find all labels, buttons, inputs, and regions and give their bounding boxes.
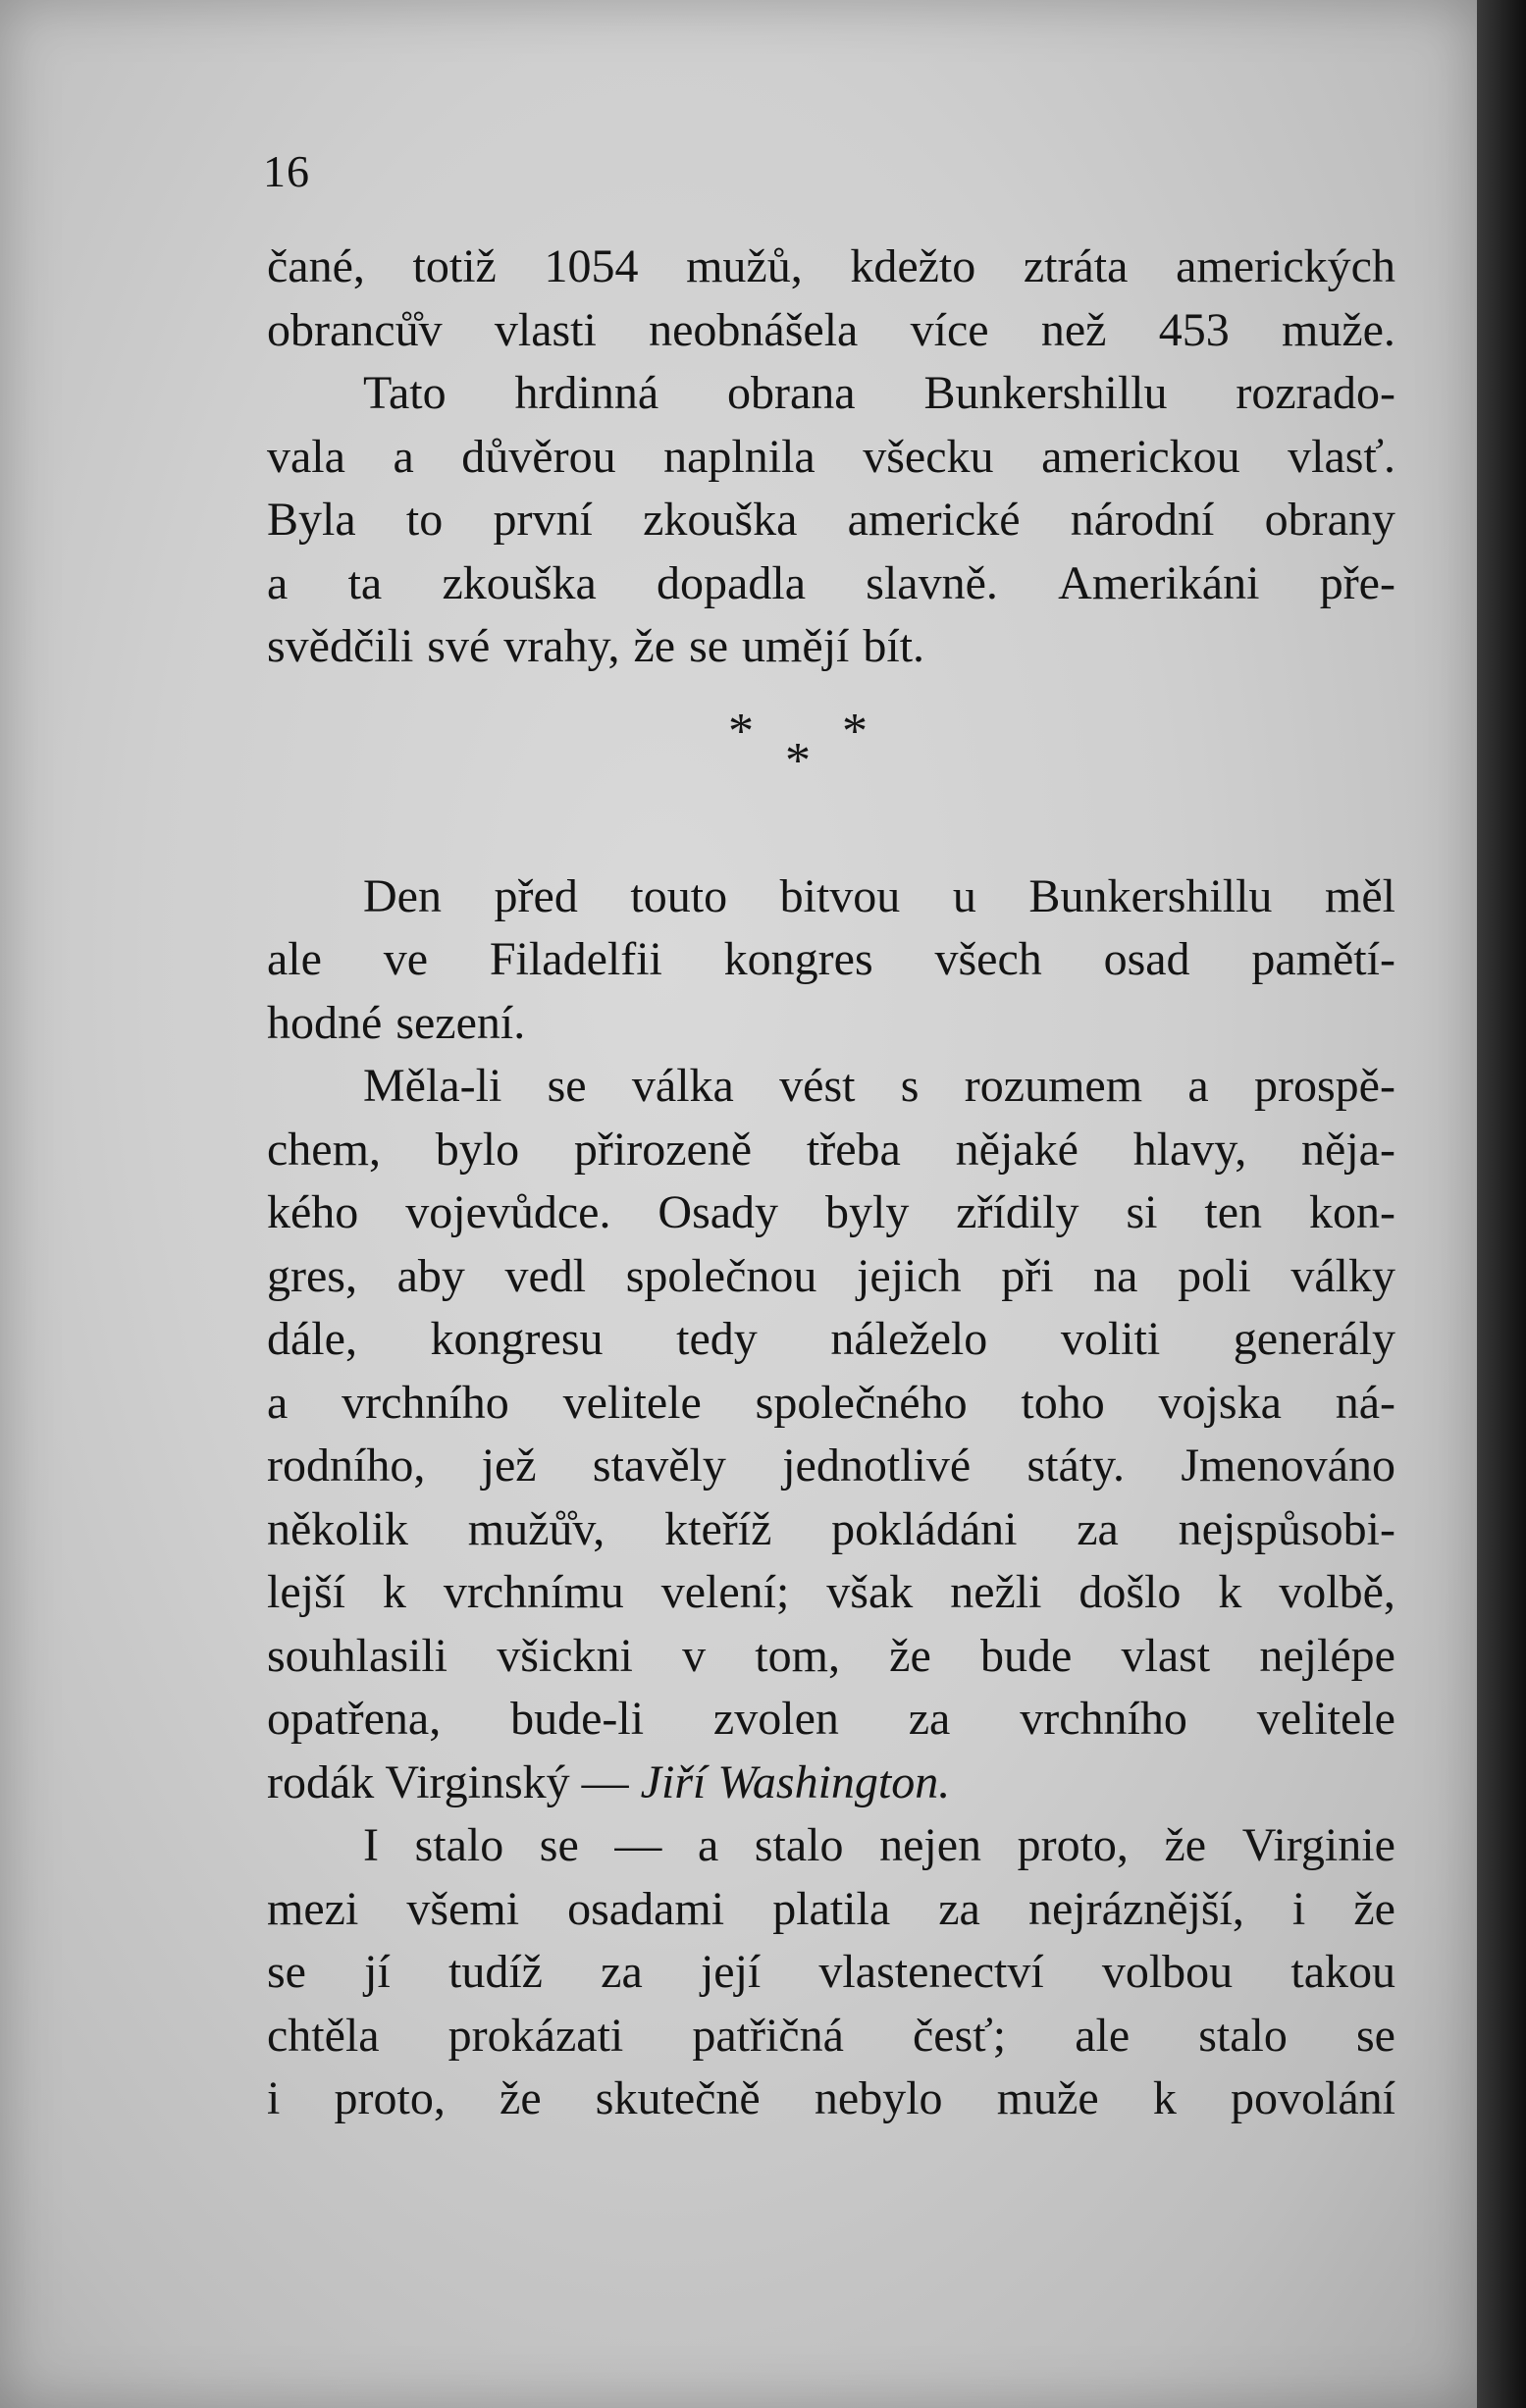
word: naplnila [663, 430, 816, 483]
word: rodního, [267, 1440, 426, 1492]
word: hodné [267, 996, 383, 1049]
word: něja- [1301, 1123, 1395, 1176]
word: aby [396, 1249, 465, 1302]
word: zvolen [712, 1693, 839, 1745]
word: sezení. [395, 996, 526, 1049]
word: stalo [1198, 2009, 1288, 2062]
word: že [1164, 1819, 1207, 1871]
asterisk: * [785, 732, 811, 789]
word: nejráznější, [1027, 1882, 1244, 1935]
word: ale [1075, 2009, 1131, 2062]
word: se [267, 1946, 306, 1998]
text-line [267, 2005, 1395, 2068]
word: za [601, 1946, 643, 1998]
word: I [363, 1819, 379, 1871]
word: války [1290, 1249, 1395, 1302]
word: za [1077, 1502, 1119, 1555]
word: takou [1290, 1946, 1395, 1998]
text-line [267, 236, 1395, 299]
word: vést [779, 1060, 856, 1112]
word: patřičná [692, 2009, 844, 2062]
word: i [1291, 1882, 1306, 1935]
word: při [1001, 1249, 1054, 1302]
word: povolání [1231, 2072, 1395, 2124]
word: pamětí- [1251, 933, 1395, 985]
word: tedy [676, 1313, 758, 1365]
word: se [1355, 2009, 1395, 2062]
word: vlast [1121, 1629, 1211, 1682]
word: zřídily [956, 1186, 1079, 1238]
word: několik [267, 1502, 408, 1555]
word: muže. [1281, 303, 1395, 356]
word: se [539, 1819, 579, 1871]
word: všecku [863, 430, 994, 483]
name-washington: Jiří Washington. [640, 1755, 951, 1808]
word: vrchnímu [443, 1566, 624, 1618]
word: souhlasili [267, 1629, 448, 1682]
word: všemi [406, 1882, 520, 1935]
word: ná- [1335, 1376, 1395, 1429]
word: válka [631, 1060, 734, 1112]
word: vala [267, 430, 345, 483]
word: slavně. [866, 556, 998, 609]
word: bylo [435, 1123, 520, 1176]
word: kongres [723, 933, 873, 985]
word: ve [383, 933, 429, 985]
word: toho [1021, 1376, 1105, 1429]
body-text [267, 236, 1395, 2131]
text-line [267, 1814, 1395, 1878]
word: americké [847, 494, 1021, 546]
word: vlastenectví [818, 1946, 1044, 1998]
word: touto [630, 869, 728, 922]
text-line [267, 362, 1395, 426]
word: skutečně [595, 2072, 761, 2124]
word: obrana [727, 367, 856, 419]
word: ta [347, 556, 383, 609]
word: bude [979, 1629, 1073, 1682]
word: ten [1204, 1186, 1263, 1238]
word: volbě, [1279, 1566, 1395, 1618]
word: tudíž [448, 1946, 543, 1998]
word: důvěrou [461, 430, 616, 483]
word: jež [481, 1440, 537, 1492]
word: vedl [504, 1249, 587, 1302]
word: proto, [334, 2072, 446, 2124]
text-line [267, 2068, 1395, 2131]
word: neobnášela [649, 303, 859, 356]
word: rozrado- [1236, 367, 1395, 419]
text-line [267, 1181, 1395, 1245]
word: nebylo [814, 2072, 943, 2124]
word: bude-li [510, 1693, 645, 1745]
word: totiž [412, 240, 497, 292]
word: se [689, 620, 729, 672]
word: první [493, 494, 593, 546]
word: před [494, 869, 578, 922]
word: — [614, 1819, 662, 1871]
word: kteříž [664, 1502, 772, 1555]
word: na [1093, 1249, 1138, 1302]
text-line [267, 1372, 1395, 1436]
word: všech [934, 933, 1042, 985]
word: kongresu [430, 1313, 604, 1365]
word: lejší [267, 1566, 345, 1618]
text-line [267, 1308, 1395, 1372]
word: kon- [1308, 1186, 1395, 1238]
text-line [267, 1055, 1395, 1119]
book-spine [1477, 0, 1526, 2408]
word: náleželo [830, 1313, 988, 1365]
word: Bunkershillu [923, 367, 1168, 419]
word: vlasť. [1288, 430, 1395, 483]
text-run: rodák Virginský — [267, 1755, 641, 1808]
word: pokládáni [831, 1502, 1018, 1555]
text-line [267, 299, 1395, 363]
word: a [1187, 1060, 1209, 1112]
word: než [1040, 303, 1107, 356]
word: společného [755, 1376, 968, 1429]
word: vojska [1158, 1376, 1282, 1429]
word: a [393, 430, 414, 483]
text-line [267, 1688, 1395, 1752]
word: národní [1070, 494, 1215, 546]
word: že [633, 620, 676, 672]
word: kdežto [850, 240, 976, 292]
word: chem, [267, 1123, 381, 1176]
word: mužů̊v, [467, 1502, 605, 1555]
word: se [547, 1060, 587, 1112]
word: hlavy, [1132, 1123, 1247, 1176]
text-line [267, 426, 1395, 490]
word: že [1353, 1882, 1395, 1935]
word: stavěly [592, 1440, 726, 1492]
word: amerických [1176, 240, 1395, 292]
word: její [700, 1946, 762, 1998]
word: ztráta [1023, 240, 1129, 292]
word: volbou [1101, 1946, 1234, 1998]
word: Jmenováno [1181, 1440, 1395, 1492]
paragraph-4 [267, 1055, 1395, 1752]
word: Byla [267, 494, 356, 546]
word: za [938, 1882, 980, 1935]
word: přirozeně [573, 1123, 753, 1176]
text-line [267, 1625, 1395, 1689]
text-line [267, 865, 1395, 929]
word: stalo [414, 1819, 504, 1871]
word: s [900, 1060, 920, 1112]
word: proto, [1017, 1819, 1129, 1871]
word: u [952, 869, 976, 922]
word: to [405, 494, 444, 546]
text-line [267, 552, 1395, 616]
word: bít. [863, 620, 925, 672]
text-line [267, 489, 1395, 552]
word: ale [267, 933, 322, 985]
word: nejen [879, 1819, 982, 1871]
word: mužů, [686, 240, 803, 292]
word: mezi [267, 1882, 359, 1935]
text-line [267, 1435, 1395, 1498]
word: 1054 [544, 240, 639, 292]
word: za [908, 1693, 951, 1745]
word: jejich [856, 1249, 962, 1302]
text-line [267, 1878, 1395, 1942]
word: že [500, 2072, 542, 2124]
word: měl [1324, 869, 1395, 922]
word: Tato [363, 367, 447, 419]
word: poli [1178, 1249, 1251, 1302]
word: umějí [742, 620, 850, 672]
word: pře- [1319, 556, 1395, 609]
word: došlo [1079, 1566, 1182, 1618]
word: velitele [562, 1376, 702, 1429]
text-line [267, 1941, 1395, 2005]
word: a [697, 1819, 719, 1871]
word: vlasti [494, 303, 597, 356]
word: voliti [1060, 1313, 1161, 1365]
word: prospě- [1254, 1060, 1395, 1112]
word: nežli [950, 1566, 1042, 1618]
word: tom, [755, 1629, 840, 1682]
word: Měla-li [363, 1060, 502, 1112]
word: velitele [1256, 1693, 1395, 1745]
word: k [1218, 1566, 1242, 1618]
word: státy. [1026, 1440, 1125, 1492]
text-line [267, 1245, 1395, 1309]
word: platila [772, 1882, 891, 1935]
text-line [267, 992, 1395, 1056]
word: a [267, 1376, 289, 1429]
word: Amerikáni [1058, 556, 1260, 609]
word: že [889, 1629, 931, 1682]
word: obranců̊v [267, 303, 443, 356]
word: vojevůdce. [405, 1186, 611, 1238]
word: k [382, 1566, 406, 1618]
text-line [267, 1498, 1395, 1562]
paragraph-1 [267, 236, 1395, 362]
word: muže [996, 2072, 1099, 2124]
text-line [267, 615, 1395, 679]
text-line [267, 1752, 1395, 1815]
word: své [427, 620, 491, 672]
word: obrany [1264, 494, 1395, 546]
word: gres, [267, 1249, 357, 1302]
word: Filadelfii [489, 933, 662, 985]
paragraph-2 [267, 362, 1395, 679]
word: 453 [1158, 303, 1230, 356]
word: si [1126, 1186, 1158, 1238]
word: jednotlivé [782, 1440, 972, 1492]
word: bitvou [779, 869, 901, 922]
text-line [267, 928, 1395, 992]
word: zkouška [442, 556, 597, 609]
word: americkou [1041, 430, 1240, 483]
word: kého [267, 1186, 359, 1238]
word: osad [1103, 933, 1190, 985]
word: chtěla [267, 2009, 380, 2062]
word: prokázati [447, 2009, 624, 2062]
word: a [267, 556, 289, 609]
word: opatřena, [267, 1693, 442, 1745]
text-line [267, 1119, 1395, 1182]
word: k [1152, 2072, 1177, 2124]
word: vrchního [342, 1376, 509, 1429]
section-separator [267, 679, 1395, 865]
word: generály [1233, 1313, 1395, 1365]
word: vrahy, [503, 620, 620, 672]
word: však [826, 1566, 914, 1618]
word: nejspůsobi- [1178, 1502, 1395, 1555]
word: čané, [267, 240, 365, 292]
word: společnou [625, 1249, 817, 1302]
text-line [267, 1561, 1395, 1625]
paragraph-3 [267, 865, 1395, 1056]
word: česť; [912, 2009, 1007, 2062]
word: dopadla [657, 556, 806, 609]
word: byly [824, 1186, 910, 1238]
word: jí [364, 1946, 391, 1998]
paragraph-5 [267, 1814, 1395, 2131]
word: svědčili [267, 620, 414, 672]
word: nějaké [955, 1123, 1079, 1176]
word: více [910, 303, 989, 356]
word: dále, [267, 1313, 357, 1365]
word: v [682, 1629, 707, 1682]
word: nejlépe [1259, 1629, 1395, 1682]
word: všickni [497, 1629, 633, 1682]
word: stalo [754, 1819, 844, 1871]
word: i [267, 2072, 281, 2124]
word: zkouška [643, 494, 798, 546]
word: velení; [660, 1566, 790, 1618]
asterisk: * [728, 703, 754, 759]
asterisk: * [842, 703, 868, 759]
word: Bunkershillu [1028, 869, 1273, 922]
word: Osady [658, 1186, 779, 1238]
word: třeba [806, 1123, 901, 1176]
word: Virginie [1241, 1819, 1395, 1871]
page-number: 16 [263, 146, 310, 196]
word: rozumem [964, 1060, 1143, 1112]
word: hrdinná [514, 367, 659, 419]
word: vrchního [1020, 1693, 1187, 1745]
word: Den [363, 869, 442, 922]
word: osadami [567, 1882, 725, 1935]
